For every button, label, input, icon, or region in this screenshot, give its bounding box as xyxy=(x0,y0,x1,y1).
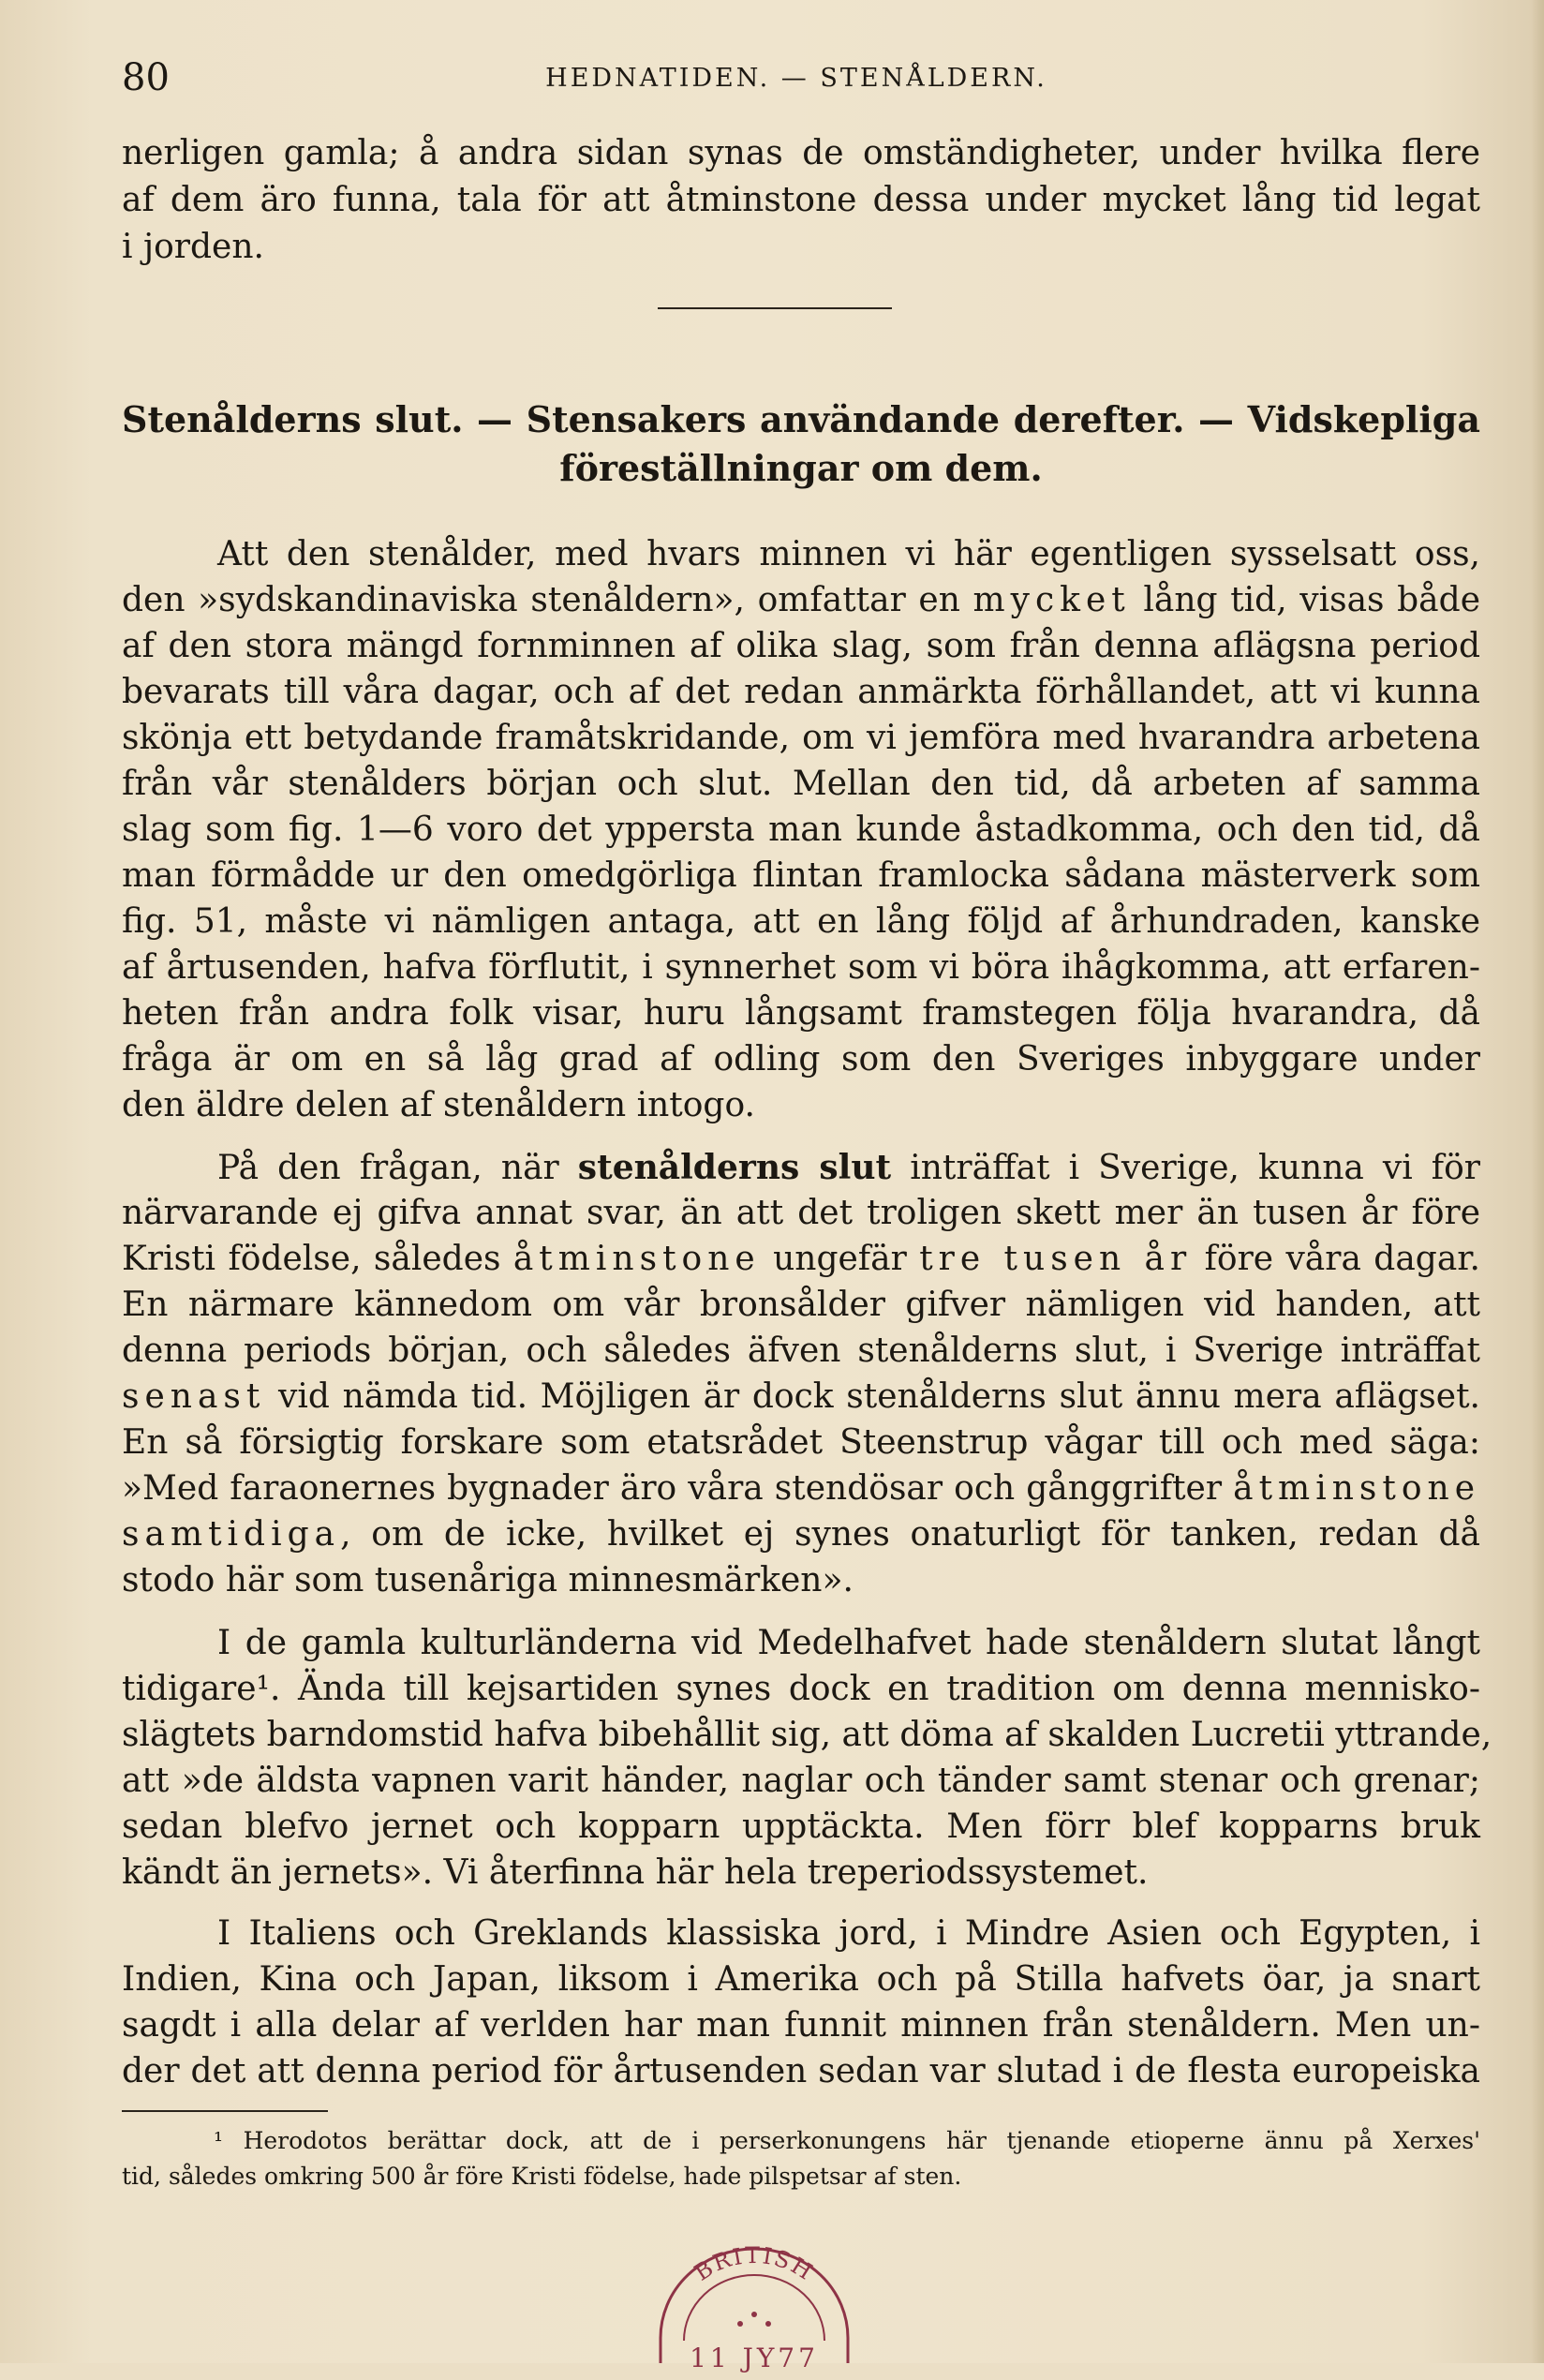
spaced-emphasis: åtminstone xyxy=(1233,1469,1480,1508)
paragraph-3-line-6: kändt än jernets». Vi återfinna här hela treperiodssystemet. xyxy=(122,1853,1149,1892)
intro-line-3: i jorden. xyxy=(122,228,264,266)
stamp-date: 11 JY77 xyxy=(690,2343,819,2373)
paragraph-3-line-1: I de gamla kulturländerna vid Medelhafvet hade stenåldern slutat långt xyxy=(217,1624,1480,1662)
library-stamp xyxy=(646,2239,862,2380)
paragraph-3-line-3: slägtets barndomstid hafva bibehållit sig, att döma af skalden Lucretii yttrande, xyxy=(122,1716,1492,1754)
running-head xyxy=(122,54,1471,101)
paragraph-1-line-11: heten från andra folk visar, huru långsamt framstegen följa hvarandra, då xyxy=(122,994,1480,1033)
paragraph-1-line-8: man förmådde ur den omedgörliga flintan framlocka sådana mästerverk som xyxy=(122,856,1480,895)
paragraph-1-line-6: från vår stenålders början och slut. Mellan den tid, då arbeten af samma xyxy=(122,765,1480,803)
footnote-line-1: ¹ Herodotos berättar dock, att de i perserkonungens här tjenande etioperne ännu på Xerxes' xyxy=(214,2127,1480,2154)
paragraph-1-line-1: Att den stenålder, med hvars minnen vi här egentligen sysselsatt oss, xyxy=(217,535,1480,573)
paragraph-1-line-7: slag som fig. 1—6 voro det yppersta man kunde åstadkomma, och den tid, då xyxy=(122,811,1480,849)
running-head-title: HEDNATIDEN. — STENÅLDERN. xyxy=(545,64,1047,93)
paragraph-1-line-5: skönja ett betydande framåtskridande, om vi jemföra med hvarandra arbetena xyxy=(122,719,1480,757)
section-separator xyxy=(658,307,892,309)
stamp-arc-text: BRITISH xyxy=(690,2241,819,2286)
spaced-emphasis: tre tusen år xyxy=(919,1240,1193,1278)
paragraph-1-line-3: af den stora mängd fornminnen af olika slag, som från denna aflägsna period xyxy=(122,627,1480,665)
section-heading-line-1: Stenålderns slut. — Stensakers användande derefter. — Vidskepliga xyxy=(122,398,1480,440)
svg-text:BRITISH xyxy=(690,2242,818,2286)
paragraph-1-line-10: af årtusenden, hafva förflutit, i synnerhet som vi böra ihågkomma, att erfaren- xyxy=(122,948,1480,987)
spaced-emphasis: samtidiga xyxy=(122,1515,341,1554)
paragraph-2-line-6: senast vid nämda tid. Möjligen är dock stenålderns slut ännu mera aflägset. xyxy=(122,1377,1480,1416)
paragraph-2-line-3: Kristi födelse, således åtminstone ungefär tre tusen år före våra dagar. xyxy=(122,1240,1481,1278)
page-edge-shadow xyxy=(1531,0,1544,2363)
paragraph-3-line-5: sedan blefvo jernet och kopparn upptäckta. Men förr blef kopparns bruk xyxy=(122,1807,1480,1846)
paragraph-1-line-12: fråga är om en så låg grad af odling som den Sveriges inbyggare under xyxy=(122,1040,1480,1078)
paragraph-2-line-4: En närmare kännedom om vår bronsålder gifver nämligen vid handen, att xyxy=(122,1286,1480,1324)
intro-line-1: nerligen gamla; å andra sidan synas de omständigheter, under hvilka flere xyxy=(122,134,1480,172)
paragraph-2-line-8: »Med faraonernes bygnader äro våra stendösar och gånggrifter åtminstone xyxy=(122,1469,1480,1508)
footnote-line-2: tid, således omkring 500 år före Kristi födelse, hade pilspetsar af sten. xyxy=(122,2163,962,2190)
footnote-rule xyxy=(122,2110,328,2112)
section-heading-line-2: föreställningar om dem. xyxy=(559,447,1043,489)
paragraph-2-line-1: På den frågan, när stenålderns slut inträffat i Sverige, kunna vi för xyxy=(217,1148,1481,1187)
paragraph-4-line-3: sagdt i alla delar af verlden har man funnit minnen från stenåldern. Men un- xyxy=(122,2006,1480,2045)
paragraph-3-line-2: tidigare¹. Ända till kejsartiden synes dock en tradition om denna mennisko- xyxy=(122,1670,1480,1708)
paragraph-2-line-9: samtidiga, om de icke, hvilket ej synes onaturligt för tanken, redan då xyxy=(122,1515,1480,1554)
paragraph-2-line-7: En så försigtig forskare som etatsrådet Steenstrup vågar till och med säga: xyxy=(122,1423,1480,1462)
spaced-emphasis: åtminstone xyxy=(512,1240,761,1278)
paragraph-1-line-13: den äldre delen af stenåldern intogo. xyxy=(122,1086,755,1124)
paragraph-1-line-9: fig. 51, måste vi nämligen antaga, att en lång följd af århundraden, kanske xyxy=(122,902,1480,941)
paragraph-1-line-2: den »sydskandinaviska stenåldern», omfattar en mycket lång tid, visas både xyxy=(122,581,1480,619)
paragraph-4-line-4: der det att denna period för årtusenden sedan var slutad i de flesta europeiska xyxy=(122,2052,1480,2090)
spaced-emphasis: senast xyxy=(122,1377,266,1416)
paragraph-2-line-10: stodo här som tusenåriga minnesmärken». xyxy=(122,1561,854,1599)
page-number: 80 xyxy=(122,56,170,99)
intro-line-2: af dem äro funna, tala för att åtminstone dessa under mycket lång tid legat xyxy=(122,181,1480,219)
paragraph-4-line-1: I Italiens och Greklands klassiska jord, i Mindre Asien och Egypten, i xyxy=(217,1914,1480,1953)
paragraph-4-line-2: Indien, Kina och Japan, liksom i Amerika och på Stilla hafvets öar, ja snart xyxy=(122,1960,1480,1999)
paragraph-2-line-5: denna periods början, och således äfven stenålderns slut, i Sverige inträffat xyxy=(122,1331,1480,1370)
spaced-emphasis: mycket xyxy=(972,581,1131,619)
paragraph-1-line-4: bevarats till våra dagar, och af det redan anmärkta förhållandet, att vi kunna xyxy=(122,673,1480,711)
paragraph-2-line-2: närvarande ej gifva annat svar, än att det troligen skett mer än tusen år före xyxy=(122,1194,1480,1232)
bold-term: stenålderns slut xyxy=(577,1148,892,1187)
paragraph-3-line-4: att »de äldsta vapnen varit händer, naglar och tänder samt stenar och grenar; xyxy=(122,1762,1480,1800)
